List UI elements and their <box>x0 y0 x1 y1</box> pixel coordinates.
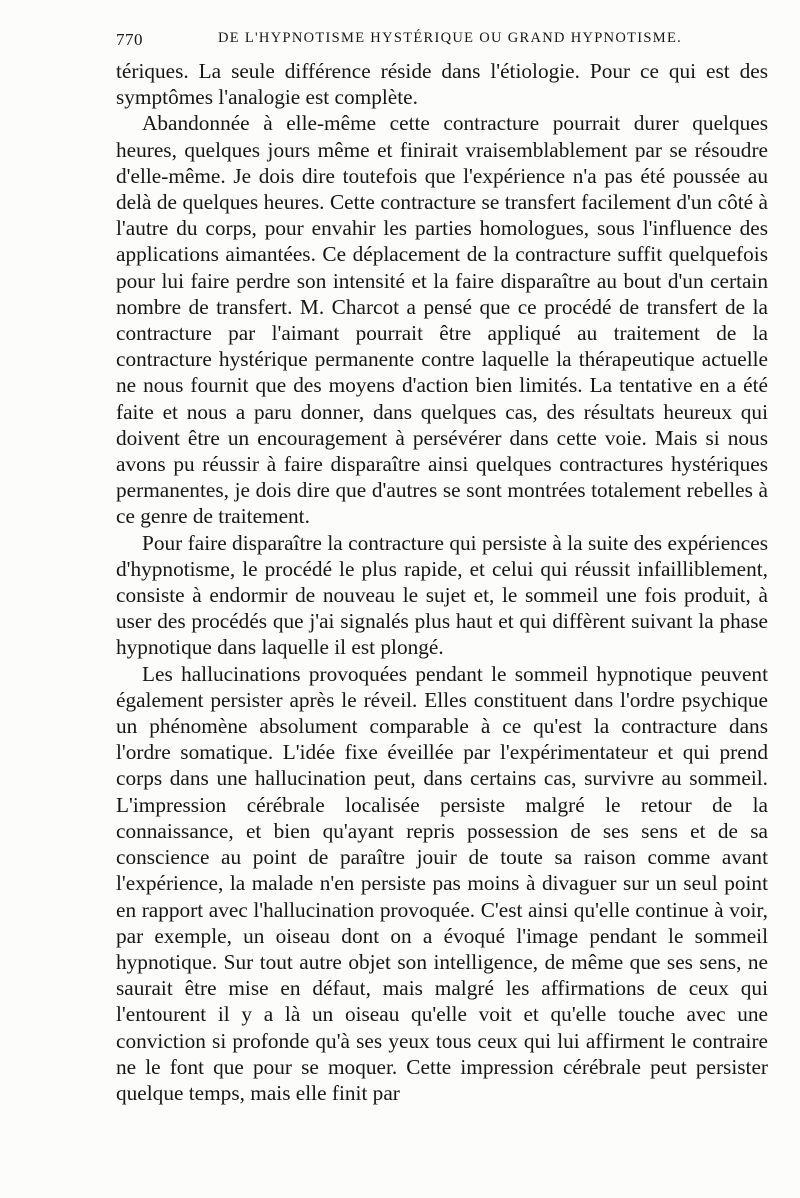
paragraph-contracture-transfer: Abandonnée à elle-même cette contracture pourrait durer quelques heures, quelques jours même et finirait vraisemblablement par se résoudre d'elle-même. Je dois dire toutefois que l'expérience n'a pas été poussée au delà de quelques heures. Cette contracture se transfert facilement d'un côté à l'autre du corps, pour envahir les parties homologues, sous l'influence des applications aimantées. Ce déplacement de la contracture suffit quelquefois pour lui faire perdre son intensité et la faire disparaître au bout d'un certain nombre de transfert. M. Charcot a pensé que ce procédé de transfert de la contracture par l'aimant pourrait être appliqué au traitement de la contracture hystérique permanente contre laquelle la thérapeutique actuelle ne nous fournit que des moyens d'action bien limités. La tentative en a été faite et nous a paru donner, dans quelques cas, des résultats heureux qui doivent être un encouragement à persévérer dans cette voie. Mais si nous avons pu réussir à faire disparaître ainsi quelques contractures hystériques permanentes, je dois dire que d'autres se sont montrées totalement rebelles à ce genre de traitement. <box>116 111 768 529</box>
paragraph-continued: tériques. La seule différence réside dans l'étiologie. Pour ce qui est des symptômes l'analogie est complète. <box>116 59 768 110</box>
paragraph-hallucinations: Les hallucinations provoquées pendant le sommeil hypnotique peuvent également persister après le réveil. Elles constituent dans l'ordre psychique un phénomène absolument comparable à ce qu'est la contracture dans l'ordre somatique. L'idée fixe éveillée par l'expérimentateur et qui prend corps dans une hallucination peut, dans certains cas, survivre au sommeil. L'impression cérébrale localisée persiste malgré le retour de la connaissance, et bien qu'ayant repris possession de ses sens et de sa conscience au point de paraître jouir de toute sa raison comme avant l'expérience, la malade n'en persiste pas moins à divaguer sur un seul point en rapport avec l'hallucination provoquée. C'est ainsi qu'elle continue à voir, par exemple, un oiseau dont on a évoqué l'image pendant le sommeil hypnotique. Sur tout autre objet son intelligence, de même que ses sens, ne saurait être mise en défaut, mais malgré les affirmations de ceux qui l'entourent il y a là un oiseau qu'elle voit et qu'elle touche avec une conviction si profonde qu'à ses yeux tous ceux qui lui affirment le contraire ne le font que pour se moquer. Cette impression cérébrale peut persister quelque temps, mais elle finit par <box>116 661 768 1105</box>
page-number: 770 <box>116 30 143 49</box>
page-body <box>116 58 768 1106</box>
running-title: DE L'HYPNOTISME HYSTÉRIQUE OU GRAND HYPNOTISME. <box>218 30 683 46</box>
page-header <box>116 26 770 52</box>
paragraph-removal-method: Pour faire disparaître la contracture qui persiste à la suite des expériences d'hypnotisme, le procédé le plus rapide, et celui qui réussit infailliblement, consiste à endormir de nouveau le sujet et, le sommeil une fois produit, à user des procédés que j'ai signalés plus haut et qui diffèrent suivant la phase hypnotique dans laquelle il est plongé. <box>116 530 768 660</box>
